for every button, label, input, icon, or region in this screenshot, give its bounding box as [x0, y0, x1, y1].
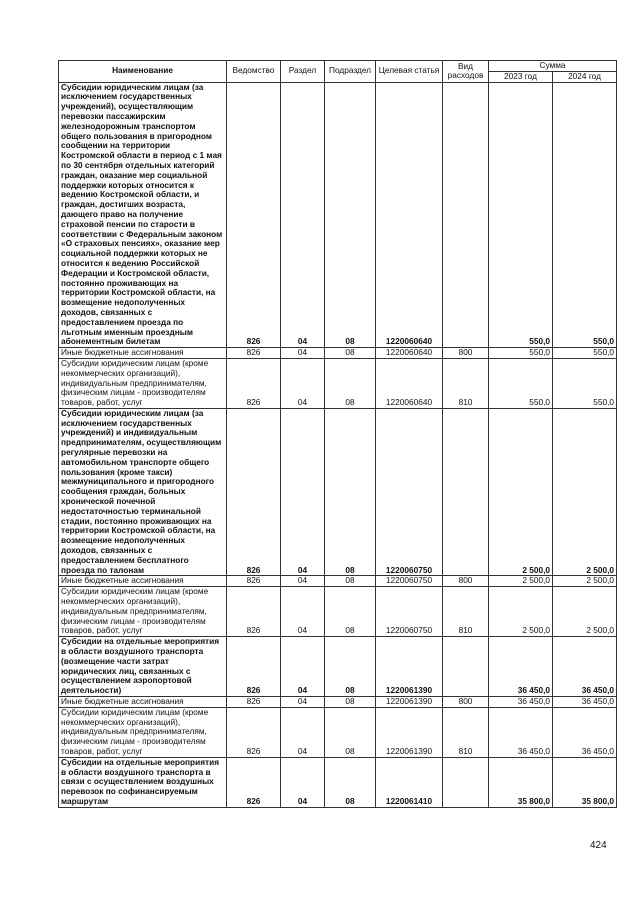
cell-name: Субсидии юридическим лицам (кроме некоммерческих организаций), индивидуальным предпринимателям, физическим лицам - производителям товаров, работ, услуг	[59, 358, 227, 408]
cell-vedomstvo: 826	[227, 358, 281, 408]
cell-vedomstvo: 826	[227, 408, 281, 576]
cell-tselevaya-statya: 1220060750	[376, 587, 443, 637]
header-tselevaya-statya: Целевая статья	[376, 61, 443, 83]
header-razdel: Раздел	[281, 61, 325, 83]
cell-podrazdel: 08	[325, 637, 376, 697]
cell-sum-2024: 36 450,0	[553, 697, 617, 708]
cell-vid-raskhodov	[443, 408, 489, 576]
cell-vedomstvo: 826	[227, 576, 281, 587]
header-podrazdel: Подраздел	[325, 61, 376, 83]
cell-tselevaya-statya: 1220060640	[376, 358, 443, 408]
cell-sum-2024: 550,0	[553, 358, 617, 408]
cell-sum-2024: 2 500,0	[553, 408, 617, 576]
cell-vedomstvo: 826	[227, 637, 281, 697]
cell-name: Иные бюджетные ассигнования	[59, 697, 227, 708]
table-row	[59, 637, 617, 697]
cell-sum-2023: 2 500,0	[489, 408, 553, 576]
cell-razdel: 04	[281, 637, 325, 697]
header-2024: 2024 год	[553, 71, 617, 82]
cell-name: Субсидии юридическим лицам (кроме некоммерческих организаций), индивидуальным предпринимателям, физическим лицам - производителям товаров, работ, услуг	[59, 587, 227, 637]
cell-name: Субсидии на отдельные мероприятия в области воздушного транспорта в связи с осуществлением воздушных перевозок по софинансируемым маршрутам	[59, 757, 227, 807]
cell-vid-raskhodov: 810	[443, 587, 489, 637]
table-row	[59, 408, 617, 576]
cell-tselevaya-statya: 1220061390	[376, 707, 443, 757]
cell-vid-raskhodov: 810	[443, 707, 489, 757]
cell-tselevaya-statya: 1220060750	[376, 576, 443, 587]
cell-vedomstvo: 826	[227, 587, 281, 637]
table-row	[59, 348, 617, 359]
header-2023: 2023 год	[489, 71, 553, 82]
cell-vid-raskhodov: 800	[443, 576, 489, 587]
table-row	[59, 82, 617, 348]
cell-name: Субсидии юридическим лицам (за исключением государственных учреждений) и индивидуальным предпринимателям, осуществляющим регулярные перевозки на автомобильном транспорте общего пользования (кроме такси) межмуниципального и пригородного сообщения граждан, больных хронической почечной недостаточностью терминальной стадии, постоянно проживающих на территории Костромской области, на возмещение недополученных доходов, связанных с предоставлением бесплатного проезда по талонам	[59, 408, 227, 576]
cell-vid-raskhodov: 800	[443, 697, 489, 708]
header-name: Наименование	[59, 61, 227, 83]
cell-podrazdel: 08	[325, 358, 376, 408]
cell-sum-2023: 36 450,0	[489, 637, 553, 697]
cell-razdel: 04	[281, 408, 325, 576]
cell-tselevaya-statya: 1220061390	[376, 637, 443, 697]
cell-podrazdel: 08	[325, 82, 376, 348]
cell-sum-2023: 2 500,0	[489, 587, 553, 637]
table-row	[59, 587, 617, 637]
page-number: 424	[590, 840, 607, 851]
cell-sum-2024: 550,0	[553, 348, 617, 359]
cell-sum-2023: 550,0	[489, 358, 553, 408]
cell-razdel: 04	[281, 576, 325, 587]
cell-razdel: 04	[281, 348, 325, 359]
cell-razdel: 04	[281, 697, 325, 708]
cell-vid-raskhodov	[443, 757, 489, 807]
header-row	[59, 61, 617, 72]
cell-razdel: 04	[281, 358, 325, 408]
budget-table	[58, 60, 617, 808]
cell-razdel: 04	[281, 707, 325, 757]
cell-sum-2023: 2 500,0	[489, 576, 553, 587]
cell-sum-2023: 36 450,0	[489, 707, 553, 757]
table-row	[59, 576, 617, 587]
cell-sum-2023: 550,0	[489, 82, 553, 348]
cell-tselevaya-statya: 1220060750	[376, 408, 443, 576]
cell-podrazdel: 08	[325, 757, 376, 807]
cell-name: Иные бюджетные ассигнования	[59, 348, 227, 359]
cell-vid-raskhodov: 800	[443, 348, 489, 359]
cell-tselevaya-statya: 1220060640	[376, 348, 443, 359]
cell-sum-2024: 2 500,0	[553, 576, 617, 587]
cell-vid-raskhodov	[443, 82, 489, 348]
cell-vid-raskhodov	[443, 637, 489, 697]
cell-podrazdel: 08	[325, 587, 376, 637]
cell-vedomstvo: 826	[227, 707, 281, 757]
cell-name: Субсидии юридическим лицам (за исключением государственных учреждений), осуществляющим перевозки пассажирским железнодорожным транспортом общего пользования в пригородном сообщении на территории Костромской области в период с 1 мая по 30 сентября отдельных категорий граждан, оказание мер социальной поддержки которых относится к ведению Костромской области, и граждан, достигших возраста, дающего право на получение страховой пенсии по старости в соответствии с Федеральным законом «О страховых пенсиях», оказание мер социальной поддержки которых не относится к ведению Российской Федерации и Костромской области, постоянно проживающих на территории Костромской области, на возмещение недополученных доходов, связанных с предоставлением проезда по льготным именным проездным абонементным билетам	[59, 82, 227, 348]
table-row	[59, 707, 617, 757]
cell-vid-raskhodov: 810	[443, 358, 489, 408]
cell-vedomstvo: 826	[227, 757, 281, 807]
cell-name: Субсидии на отдельные мероприятия в области воздушного транспорта (возмещение части затрат юридических лиц, связанных с осуществлением аэропортовой деятельности)	[59, 637, 227, 697]
cell-razdel: 04	[281, 757, 325, 807]
cell-sum-2023: 550,0	[489, 348, 553, 359]
header-summa: Сумма	[489, 61, 617, 72]
header-vedomstvo: Ведомство	[227, 61, 281, 83]
cell-razdel: 04	[281, 82, 325, 348]
cell-vedomstvo: 826	[227, 82, 281, 348]
cell-podrazdel: 08	[325, 707, 376, 757]
cell-sum-2024: 550,0	[553, 82, 617, 348]
cell-name: Субсидии юридическим лицам (кроме некоммерческих организаций), индивидуальным предпринимателям, физическим лицам - производителям товаров, работ, услуг	[59, 707, 227, 757]
cell-sum-2024: 36 450,0	[553, 707, 617, 757]
cell-tselevaya-statya: 1220061410	[376, 757, 443, 807]
cell-tselevaya-statya: 1220061390	[376, 697, 443, 708]
cell-name: Иные бюджетные ассигнования	[59, 576, 227, 587]
table-row	[59, 697, 617, 708]
cell-sum-2023: 36 450,0	[489, 697, 553, 708]
table-row	[59, 757, 617, 807]
cell-podrazdel: 08	[325, 348, 376, 359]
cell-sum-2023: 35 800,0	[489, 757, 553, 807]
cell-tselevaya-statya: 1220060640	[376, 82, 443, 348]
table-row	[59, 358, 617, 408]
cell-sum-2024: 36 450,0	[553, 637, 617, 697]
cell-vedomstvo: 826	[227, 697, 281, 708]
cell-podrazdel: 08	[325, 408, 376, 576]
cell-podrazdel: 08	[325, 576, 376, 587]
cell-sum-2024: 2 500,0	[553, 587, 617, 637]
cell-podrazdel: 08	[325, 697, 376, 708]
cell-vedomstvo: 826	[227, 348, 281, 359]
cell-razdel: 04	[281, 587, 325, 637]
header-vid-raskhodov: Вид расходов	[443, 61, 489, 83]
cell-sum-2024: 35 800,0	[553, 757, 617, 807]
